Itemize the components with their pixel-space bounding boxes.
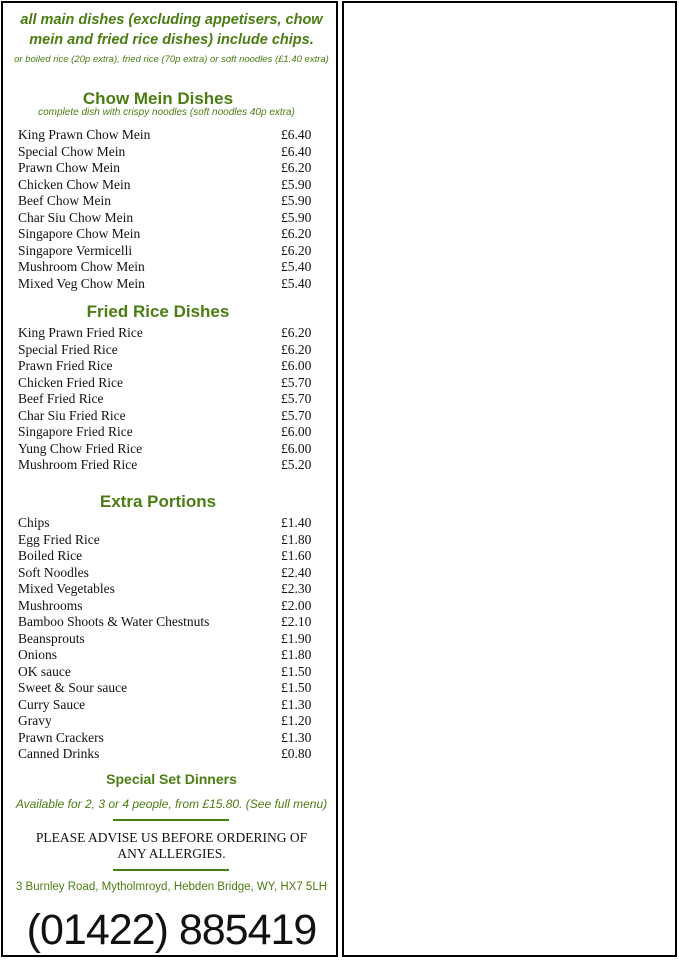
fried-rice-item <box>18 342 318 359</box>
dish-name: Special Fried Rice <box>18 341 118 357</box>
dish-name: Prawn Fried Rice <box>18 358 113 373</box>
chow-mein-title: Chow Mein Dishes <box>82 89 234 108</box>
chow-mein-item <box>18 127 318 144</box>
extra-portion-item <box>18 730 318 747</box>
dish-price: £1.90 <box>281 630 312 646</box>
fried-rice-item <box>18 441 318 458</box>
set-dinners-title: Special Set Dinners <box>106 771 237 787</box>
chow-mein-item <box>18 243 318 260</box>
dish-name: Yung Chow Fried Rice <box>18 440 143 456</box>
dish-price: £6.20 <box>281 226 312 241</box>
dish-price: £1.80 <box>281 531 312 547</box>
header-line-2: mein and fried rice dishes) include chips. <box>29 32 314 48</box>
dish-name: Soft Noodles <box>18 564 89 580</box>
dish-name: Singapore Vermicelli <box>18 242 133 258</box>
dish-price: £1.80 <box>281 647 312 662</box>
dish-price: £1.50 <box>281 663 312 679</box>
extra-portion-item <box>18 746 318 763</box>
dish-price: £2.40 <box>281 564 312 580</box>
extra-portion-item <box>18 614 318 631</box>
chow-mein-item <box>18 144 318 161</box>
dish-name: Char Siu Fried Rice <box>18 407 126 423</box>
extra-portion-item <box>18 598 318 615</box>
dish-name: Onions <box>18 647 58 662</box>
extra-portion-item <box>18 548 318 565</box>
dish-price: £5.40 <box>281 275 312 291</box>
dish-name: Chicken Chow Mein <box>18 176 131 192</box>
divider-bottom <box>113 869 229 871</box>
dish-price: £6.20 <box>281 325 312 340</box>
dish-price: £2.00 <box>281 597 312 613</box>
dish-name: Special Chow Mein <box>18 143 126 159</box>
menu-right-panel <box>342 1 677 957</box>
dish-name: OK sauce <box>18 663 71 679</box>
dish-name: Beef Fried Rice <box>18 391 104 406</box>
chow-mein-item <box>18 226 318 243</box>
extra-portion-item <box>18 565 318 582</box>
dish-price: £2.10 <box>281 614 312 629</box>
dish-name: Mixed Veg Chow Mein <box>18 275 145 291</box>
extra-portion-item <box>18 697 318 714</box>
dish-name: Bamboo Shoots & Water Chestnuts <box>18 614 210 629</box>
dish-price: £5.90 <box>281 209 312 225</box>
dish-name: Mushroom Chow Mein <box>18 259 145 274</box>
dish-name: Singapore Chow Mein <box>18 226 141 241</box>
dish-name: Prawn Chow Mein <box>18 160 120 175</box>
fried-rice-item <box>18 325 318 342</box>
dish-name: Mushroom Fried Rice <box>18 457 138 472</box>
extra-portion-item <box>18 680 318 697</box>
allergy-notice-line-2: ANY ALLERGIES. <box>117 846 226 861</box>
dish-price: £6.40 <box>281 127 312 142</box>
fried-rice-item <box>18 424 318 441</box>
dish-price: £1.50 <box>281 680 312 695</box>
dish-price: £6.20 <box>281 160 312 175</box>
fried-rice-item <box>18 408 318 425</box>
dish-price: £5.70 <box>281 391 312 406</box>
dish-name: Canned Drinks <box>18 746 100 761</box>
chow-mein-item <box>18 177 318 194</box>
set-dinners-note: Available for 2, 3 or 4 people, from £15.80. (See full menu) <box>15 797 328 811</box>
dish-price: £5.40 <box>281 259 312 274</box>
menu-left-panel <box>1 1 338 957</box>
fried-rice-title: Fried Rice Dishes <box>86 302 230 321</box>
chow-mein-item <box>18 259 318 276</box>
dish-price: £6.00 <box>281 358 312 373</box>
chow-mein-item <box>18 276 318 293</box>
divider-top <box>113 819 229 821</box>
chow-mein-note: complete dish with crispy noodles (soft noodles 40p extra) <box>38 107 295 118</box>
dish-price: £1.60 <box>281 548 312 563</box>
dish-price: £1.20 <box>281 713 312 728</box>
extra-portion-item <box>18 631 318 648</box>
chow-mein-item <box>18 210 318 227</box>
dish-name: Mushrooms <box>18 597 83 613</box>
extra-portion-item <box>18 515 318 532</box>
dish-name: Singapore Fried Rice <box>18 424 133 439</box>
extra-portion-item <box>18 713 318 730</box>
dish-price: £0.80 <box>281 746 312 761</box>
extra-portion-item <box>18 581 318 598</box>
dish-name: King Prawn Fried Rice <box>18 325 143 340</box>
chow-mein-item <box>18 160 318 177</box>
phone-number: (01422) 885419 <box>26 906 317 954</box>
dish-price: £6.00 <box>281 424 312 439</box>
dish-name: Gravy <box>18 713 52 728</box>
allergy-notice-line-1: PLEASE ADVISE US BEFORE ORDERING OF <box>35 830 308 845</box>
dish-price: £1.30 <box>281 696 312 712</box>
header-line-1: all main dishes (excluding appetisers, chow <box>20 12 323 28</box>
dish-name: Chips <box>18 515 50 530</box>
address: 3 Burnley Road, Mytholmroyd, Hebden Bridge, WY, HX7 5LH <box>15 881 328 893</box>
extra-portion-item <box>18 664 318 681</box>
dish-name: Chicken Fried Rice <box>18 374 123 390</box>
dish-name: Sweet & Sour sauce <box>18 680 128 695</box>
fried-rice-item <box>18 457 318 474</box>
fried-rice-item <box>18 358 318 375</box>
dish-price: £6.20 <box>281 242 312 258</box>
dish-name: Beansprouts <box>18 630 85 646</box>
dish-price: £6.00 <box>281 440 312 456</box>
dish-price: £6.20 <box>281 341 312 357</box>
dish-name: Curry Sauce <box>18 696 86 712</box>
dish-name: Boiled Rice <box>18 548 83 563</box>
dish-price: £5.20 <box>281 457 312 472</box>
fried-rice-item <box>18 391 318 408</box>
dish-price: £5.70 <box>281 374 312 390</box>
fried-rice-item <box>18 375 318 392</box>
extra-portions-title: Extra Portions <box>99 492 217 511</box>
extra-portion-item <box>18 647 318 664</box>
dish-name: King Prawn Chow Mein <box>18 127 151 142</box>
dish-price: £1.30 <box>281 729 312 745</box>
dish-name: Mixed Vegetables <box>18 581 115 596</box>
dish-price: £1.40 <box>281 515 312 530</box>
header-sub-note: or boiled rice (20p extra), fried rice (70p extra) or soft noodles (£1.40 extra) <box>14 54 329 65</box>
dish-price: £2.30 <box>281 581 312 596</box>
chow-mein-item <box>18 193 318 210</box>
extra-portion-item <box>18 532 318 549</box>
dish-price: £5.90 <box>281 193 312 208</box>
dish-name: Egg Fried Rice <box>18 531 100 547</box>
dish-name: Prawn Crackers <box>18 729 104 745</box>
dish-price: £6.40 <box>281 143 312 159</box>
dish-name: Char Siu Chow Mein <box>18 209 134 225</box>
dish-name: Beef Chow Mein <box>18 193 111 208</box>
dish-price: £5.90 <box>281 176 312 192</box>
dish-price: £5.70 <box>281 407 312 423</box>
